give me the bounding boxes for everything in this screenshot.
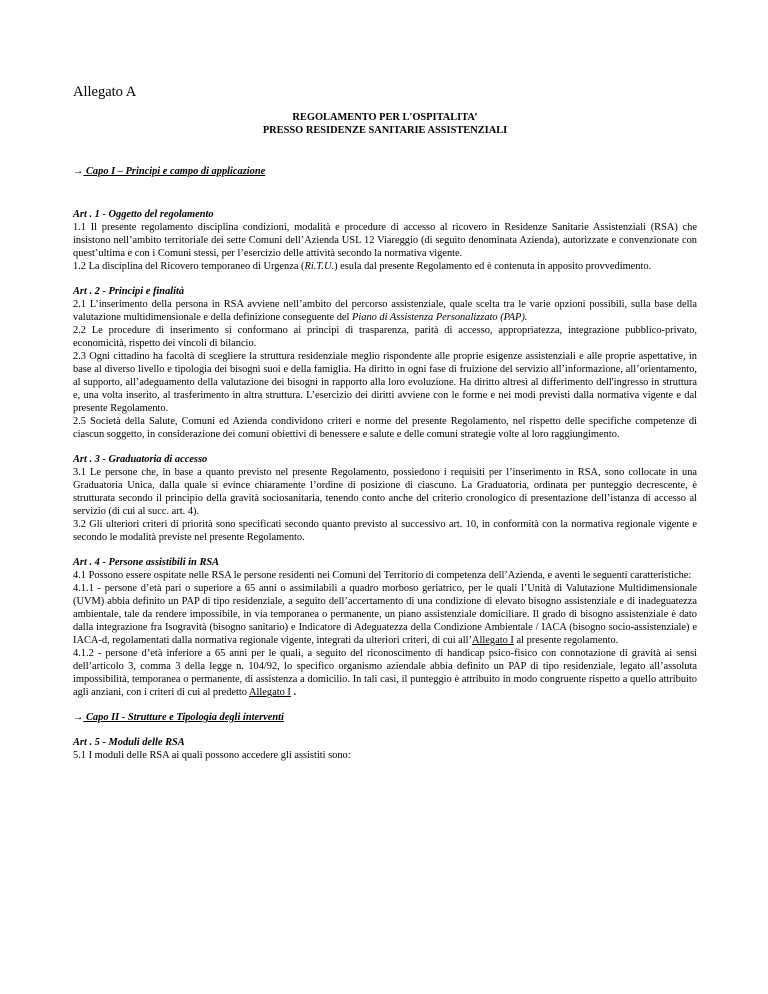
article-2-p4: 2.5 Società della Salute, Comuni ed Azienda condividono criteri e norme del presente Regolamento, nel rispetto delle specifiche competenze di ciascun soggetto, in considerazione dei comuni obiettivi di benessere e salute e delle comuni strategie volte al loro raggiungimento. bbox=[73, 416, 697, 440]
article-1-p1: 1.1 Il presente regolamento disciplina condizioni, modalità e procedure di accesso al ricovero in Residenze Sanitarie Assistenziali (RSA) che insistono nell’ambito territoriale dei sette Comuni dell’Azienda USL 12 Viareggio (di seguito denominata Azienda), autorizzate e convenzionate con quest’ultima e con i Comuni stessi, per l’esercizio delle attività secondo la normativa vigente. bbox=[73, 222, 697, 259]
article-3-title: Art . 3 - Graduatoria di accesso bbox=[73, 454, 208, 465]
document-title-line2: PRESSO RESIDENZE SANITARIE ASSISTENZIALI bbox=[262, 125, 508, 136]
article-1-title: Art . 1 - Oggetto del regolamento bbox=[73, 209, 214, 220]
article-4 bbox=[73, 556, 697, 699]
article-3 bbox=[73, 453, 697, 544]
article-5-title: Art . 5 - Moduli delle RSA bbox=[73, 737, 185, 748]
article-5-p1: 5.1 I moduli delle RSA ai quali possono accedere gli assistiti sono: bbox=[73, 750, 351, 761]
article-2-p1: 2.1 L’inserimento della persona in RSA avviene nell’ambito del percorso assistenziale, quale scelta tra le varie opzioni possibili, sulla base della valutazione multidimensionale e della definizione conseguente del Piano di Assistenza Personalizzato (PAP). bbox=[73, 299, 697, 323]
article-2 bbox=[73, 285, 697, 441]
article-4-p2: 4.1.1 - persone d’età pari o superiore a 65 anni o assimilabili a quadro morboso geriatrico, per le quali l’Unità di Valutazione Multidimensionale (UVM) abbia definito un PAP di tipo residenziale, a seguito dell’accertamento di una condizione di elevato bisogno assistenziale e di inadeguatezza ambientale, tale da rendere impossibile, in via temporanea o permanente, un piano assistenziale domiciliare. Il grado di bisogno assistenziale è dato dalla integrazione fra Isogravità (bisogno sanitario) e Indicatore di Adeguatezza della Condizione Ambientale / IACA (bisogno socio-assistenziale) e IACA-d, regolamentati dalla normativa regionale vigente, integrati da ulteriori criteri, di cui all’Allegato I al presente regolamento. bbox=[73, 583, 697, 646]
capo-2-heading bbox=[73, 711, 697, 724]
article-2-p2: 2.2 Le procedure di inserimento si conformano ai principi di trasparenza, parità di accesso, appropriatezza, integrazione pubblico-privato, economicità, rispetto dei vincoli di bilancio. bbox=[73, 325, 697, 349]
article-1 bbox=[73, 208, 697, 273]
document-title-line1: REGOLAMENTO PER L'OSPITALITA’ bbox=[292, 112, 478, 123]
article-2-p3: 2.3 Ogni cittadino ha facoltà di scegliere la struttura residenziale meglio rispondente alle proprie esigenze assistenziali e alle proprie aspettative, in base al diverso livello e tipologia dei bisogni suoi e della famiglia. Ha diritto in ogni fase di fruizione del servizio all’informazione, all’orientamento, al supporto, all’adeguamento della valutazione dei bisogni in rapporto alla loro evoluzione. Ha diritto altresì al differimento dell'ingresso in struttura e, una volta inserito, al trasferimento in altra struttura. L’esercizio dei diritti avviene con le forme e nei modi previsti dalla normativa vigente e dal presente Regolamento. bbox=[73, 351, 697, 414]
article-3-p2: 3.2 Gli ulteriori criteri di priorità sono specificati secondo quanto previsto al successivo art. 10, in conformità con la normativa regionale vigente e secondo le modalità previste nel presente Regolamento. bbox=[73, 519, 697, 543]
allegato-label: Allegato A bbox=[73, 84, 137, 100]
allegato-i-link[interactable]: Allegato I bbox=[249, 687, 291, 698]
article-4-p3: 4.1.2 - persone d’età inferiore a 65 anni per le quali, a seguito del riconoscimento di handicap psico-fisico con connotazione di gravità ai sensi dell’articolo 3, comma 3 della legge n. 104/92, lo specifico organismo aziendale abbia definito un PAP di tipo residenziale, legato all’assoluta impossibilità, temporanea o permanente, di assistenza a domicilio. In tali casi, il punteggio è attribuito in modo congruente rispetto a quello attribuito agli anziani, con i criteri di cui al predetto Allegato I . bbox=[73, 648, 697, 698]
arrow-right-icon: → bbox=[73, 166, 84, 177]
capo-1-heading bbox=[73, 165, 697, 178]
capo-1-text: Capo I – Principi e campo di applicazione bbox=[86, 166, 266, 177]
arrow-right-icon: → bbox=[73, 712, 84, 723]
article-2-title: Art . 2 - Principi e finalità bbox=[73, 286, 185, 297]
article-3-p1: 3.1 Le persone che, in base a quanto previsto nel presente Regolamento, possiedono i requisiti per l’inserimento in RSA, sono collocate in una Graduatoria Unica, dalla quale si evince chiaramente l’ordine di posizione di ciascuno. La Graduatoria, ordinata per punteggio decrescente, è strutturata secondo il principio della gravità sociosanitaria, tenendo conto anche del criterio cronologico di presentazione dell’istanza di accesso al servizio (di cui al succ. art. 4). bbox=[73, 467, 697, 517]
allegato-i-link[interactable]: Allegato I bbox=[472, 635, 514, 646]
article-1-p2: 1.2 La disciplina del Ricovero temporaneo di Urgenza (Ri.T.U.) esula dal presente Regolamento ed è contenuta in apposito provvedimento. bbox=[73, 261, 652, 272]
capo-2-text: Capo II - Strutture e Tipologia degli interventi bbox=[86, 712, 284, 723]
article-5 bbox=[73, 736, 697, 762]
article-4-title: Art . 4 - Persone assistibili in RSA bbox=[73, 557, 220, 568]
document-page bbox=[73, 84, 697, 762]
article-4-p1: 4.1 Possono essere ospitate nelle RSA le persone residenti nei Comuni del Territorio di competenza dell’Azienda, e aventi le seguenti caratteristiche: bbox=[73, 570, 692, 581]
